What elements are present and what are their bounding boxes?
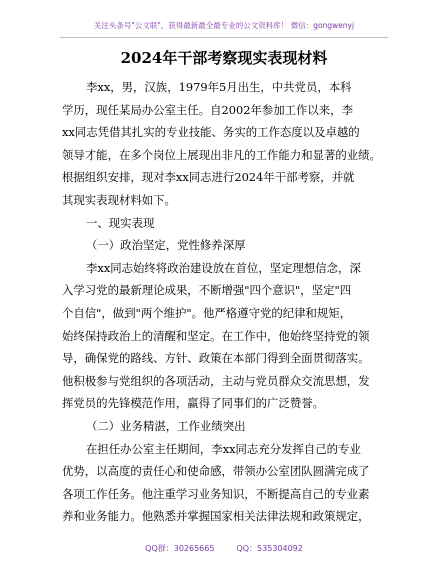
paragraph-line: 导，确保党的路线、方针、政策在本部门得到全面贯彻落实。 (62, 351, 370, 366)
paragraph-line: 入学习党的最新理论成果，不断增强"四个意识"，坚定"四 (62, 283, 352, 298)
paragraph-line: 李xx，男，汉族，1979年5月出生，中共党员，本科 (86, 80, 352, 94)
paragraph-line: 其现实表现材料如下。 (62, 192, 176, 207)
paragraph-line: xx同志凭借其扎实的专业技能、务实的工作态度以及卓越的 (62, 125, 360, 140)
paragraph-line: 个自信"，做到"两个维护"。他严格遵守党的纪律和规矩， (62, 305, 352, 320)
paragraph-line: 始终保持政治上的清醒和坚定。在工作中，他始终坚持党的领 (62, 328, 370, 343)
document-title: 2024年干部考察现实表现材料 (120, 49, 328, 67)
paragraph-line: 根据组织安排，现对李xx同志进行2024年干部考察，并就 (62, 170, 355, 185)
paragraph-line: 养和业务能力。他熟悉并掌握国家相关法律法规和政策规定， (62, 509, 370, 524)
paragraph-line: 优势，以高度的责任心和使命感，带领办公室团队圆满完成了 (62, 464, 370, 479)
paragraph-line: 在担任办公室主任期间，李xx同志充分发挥自己的专业 (86, 441, 361, 456)
subsection-heading: （一）政治坚定，党性修养深厚 (86, 238, 246, 253)
paragraph-line: 他积极参与党组织的各项活动，主动与党员群众交流思想，发 (62, 373, 370, 388)
footer-qq: QQ：535304092 (236, 544, 303, 553)
paragraph-line: 各项工作任务。他注重学习业务知识，不断提高自己的专业素 (62, 486, 370, 501)
footer-qq-group: QQ群：30265665 (145, 544, 215, 553)
subsection-heading: （二）业务精湛，工作业绩突出 (86, 418, 246, 433)
paragraph-line: 挥党员的先锋模范作用，赢得了同事们的广泛赞誉。 (62, 396, 324, 411)
document-body (62, 76, 388, 528)
section-heading: 一、现实表现 (86, 215, 155, 230)
paragraph-line: 李xx同志始终将政治建设放在首位，坚定理想信念，深 (86, 260, 361, 275)
page-header: 关注头条号"公文联"，获得最新最全最专业的公文资料库！ 微信：gongwenyj (93, 21, 355, 30)
header-divider (60, 37, 388, 38)
paragraph-line: 领导才能，在多个岗位上展现出非凡的工作能力和显著的业绩。 (62, 147, 381, 162)
paragraph-line: 学历，现任某局办公室主任。自2002年参加工作以来，李 (62, 102, 353, 117)
page-footer (0, 543, 448, 554)
